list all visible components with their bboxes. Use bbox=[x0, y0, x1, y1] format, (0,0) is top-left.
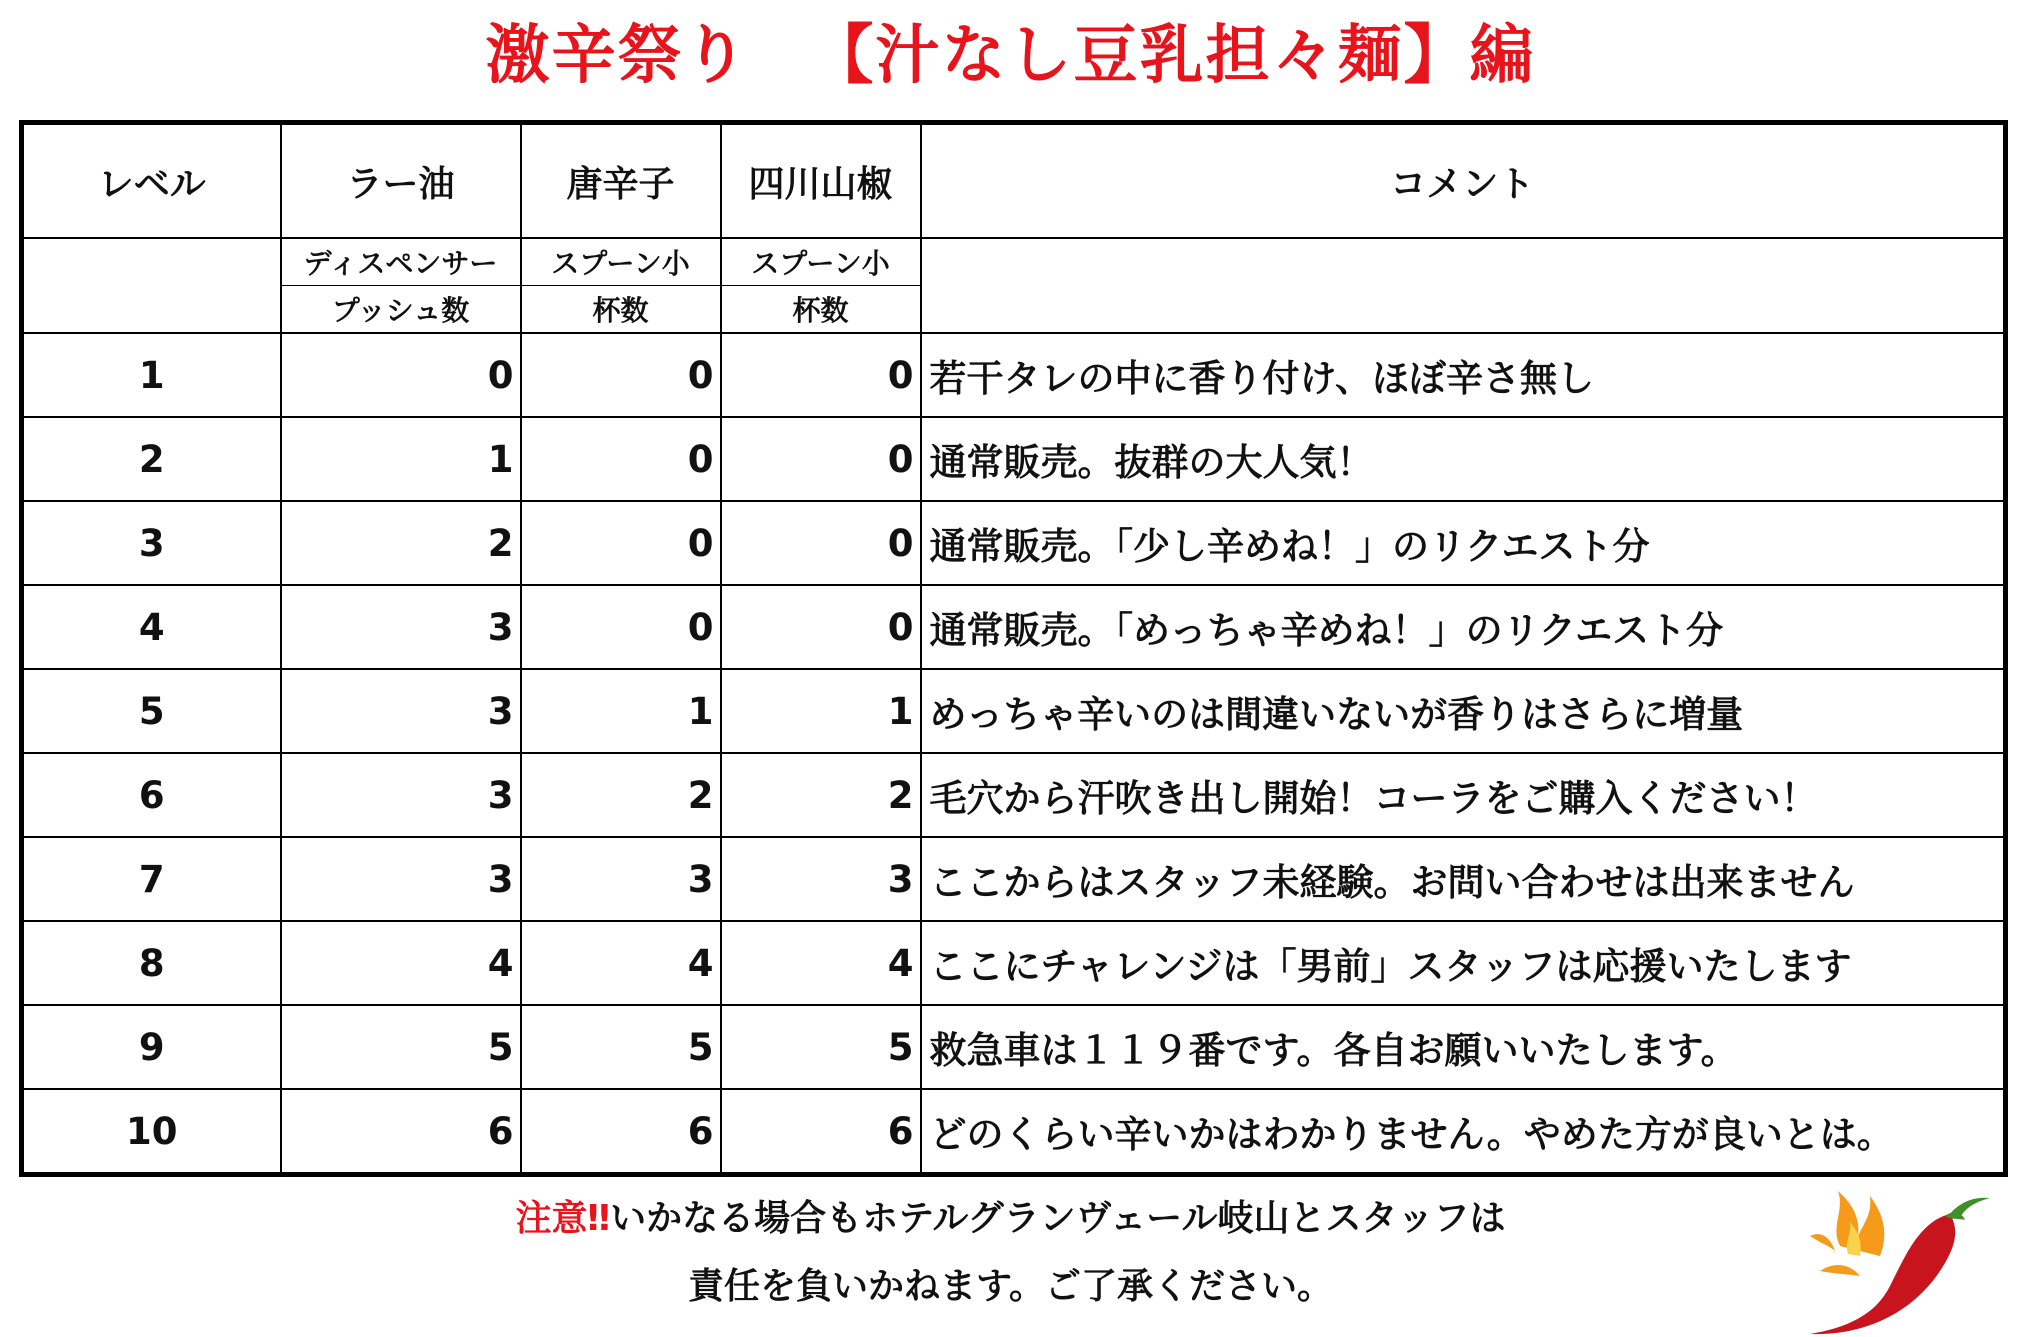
sansho-cell: 6 bbox=[721, 1089, 921, 1175]
disclaimer-line-2 bbox=[0, 1253, 2021, 1321]
sansho-cell: 5 bbox=[721, 1005, 921, 1089]
togarashi-cell: 5 bbox=[521, 1005, 721, 1089]
sansho-cell: 0 bbox=[721, 417, 921, 501]
subheader-togarashi-count: 杯数 bbox=[521, 286, 721, 334]
comment-cell: 若干タレの中に香り付け、ほぼ辛さ無し bbox=[921, 333, 2006, 417]
header-sansho: 四川山椒 bbox=[721, 123, 921, 239]
togarashi-cell: 4 bbox=[521, 921, 721, 1005]
level-cell: 6 bbox=[22, 753, 281, 837]
rayu-cell: 5 bbox=[281, 1005, 521, 1089]
comment-cell: 通常販売。「少し辛めね！」のリクエスト分 bbox=[921, 501, 2006, 585]
spice-level-table bbox=[19, 120, 2008, 1177]
level-cell: 3 bbox=[22, 501, 281, 585]
header-togarashi: 唐辛子 bbox=[521, 123, 721, 239]
level-cell: 7 bbox=[22, 837, 281, 921]
subheader-togarashi-unit: スプーン小 bbox=[521, 238, 721, 286]
rayu-cell: 3 bbox=[281, 585, 521, 669]
subheader-row-1 bbox=[22, 238, 2006, 286]
togarashi-cell: 3 bbox=[521, 837, 721, 921]
header-rayu: ラー油 bbox=[281, 123, 521, 239]
warning-label: 注意‼ bbox=[515, 1198, 611, 1239]
togarashi-cell: 0 bbox=[521, 501, 721, 585]
table-row bbox=[22, 921, 2006, 1005]
level-cell: 5 bbox=[22, 669, 281, 753]
table-row bbox=[22, 669, 2006, 753]
rayu-cell: 4 bbox=[281, 921, 521, 1005]
rayu-cell: 0 bbox=[281, 333, 521, 417]
togarashi-cell: 0 bbox=[521, 585, 721, 669]
comment-cell: ここからはスタッフ未経験。お問い合わせは出来ません bbox=[921, 837, 2006, 921]
togarashi-cell: 0 bbox=[521, 417, 721, 501]
table-row bbox=[22, 753, 2006, 837]
subheader-level-blank bbox=[22, 238, 281, 333]
subheader-sansho-unit: スプーン小 bbox=[721, 238, 921, 286]
sansho-cell: 2 bbox=[721, 753, 921, 837]
comment-cell: どのくらい辛いかはわかりません。やめた方が良いとは。 bbox=[921, 1089, 2006, 1175]
sansho-cell: 0 bbox=[721, 333, 921, 417]
disclaimer-text-1: いかなる場合もホテルグランヴェール岐山とスタッフは bbox=[610, 1198, 1506, 1239]
sansho-cell: 1 bbox=[721, 669, 921, 753]
level-cell: 4 bbox=[22, 585, 281, 669]
togarashi-cell: 0 bbox=[521, 333, 721, 417]
subheader-comment-blank bbox=[921, 238, 2006, 333]
rayu-cell: 3 bbox=[281, 669, 521, 753]
comment-cell: 毛穴から汗吹き出し開始！コーラをご購入ください！ bbox=[921, 753, 2006, 837]
subheader-rayu-unit: ディスペンサー bbox=[281, 238, 521, 286]
title-menu: 【汁なし豆乳担々麺】編 bbox=[809, 18, 1536, 93]
table-row bbox=[22, 1005, 2006, 1089]
comment-cell: 通常販売。「めっちゃ辛めね！」のリクエスト分 bbox=[921, 585, 2006, 669]
disclaimer-line-1 bbox=[0, 1185, 2021, 1253]
comment-cell: めっちゃ辛いのは間違いないが香りはさらに増量 bbox=[921, 669, 2006, 753]
rayu-cell: 2 bbox=[281, 501, 521, 585]
comment-cell: 救急車は１１９番です。各自お願いいたします。 bbox=[921, 1005, 2006, 1089]
table-row bbox=[22, 501, 2006, 585]
header-row bbox=[22, 123, 2006, 239]
rayu-cell: 6 bbox=[281, 1089, 521, 1175]
comment-cell: 通常販売。抜群の大人気！ bbox=[921, 417, 2006, 501]
title-event: 激辛祭り bbox=[485, 18, 750, 93]
header-comment: コメント bbox=[921, 123, 2006, 239]
level-cell: 2 bbox=[22, 417, 281, 501]
comment-cell: ここにチャレンジは「男前」スタッフは応援いたします bbox=[921, 921, 2006, 1005]
sansho-cell: 0 bbox=[721, 501, 921, 585]
chili-pepper-flame-icon bbox=[1800, 1176, 2000, 1336]
rayu-cell: 1 bbox=[281, 417, 521, 501]
subheader-sansho-count: 杯数 bbox=[721, 286, 921, 334]
level-cell: 8 bbox=[22, 921, 281, 1005]
rayu-cell: 3 bbox=[281, 837, 521, 921]
sansho-cell: 4 bbox=[721, 921, 921, 1005]
table-row bbox=[22, 1089, 2006, 1175]
table-row bbox=[22, 417, 2006, 501]
rayu-cell: 3 bbox=[281, 753, 521, 837]
togarashi-cell: 1 bbox=[521, 669, 721, 753]
page-title bbox=[0, 14, 2021, 98]
level-cell: 10 bbox=[22, 1089, 281, 1175]
subheader-rayu-count: プッシュ数 bbox=[281, 286, 521, 334]
disclaimer-text-2: 責任を負いかねます。ご了承ください。 bbox=[687, 1266, 1334, 1307]
header-level: レベル bbox=[22, 123, 281, 239]
table-row bbox=[22, 333, 2006, 417]
togarashi-cell: 2 bbox=[521, 753, 721, 837]
sansho-cell: 0 bbox=[721, 585, 921, 669]
table-row bbox=[22, 585, 2006, 669]
table-row bbox=[22, 837, 2006, 921]
level-cell: 9 bbox=[22, 1005, 281, 1089]
togarashi-cell: 6 bbox=[521, 1089, 721, 1175]
sansho-cell: 3 bbox=[721, 837, 921, 921]
level-cell: 1 bbox=[22, 333, 281, 417]
